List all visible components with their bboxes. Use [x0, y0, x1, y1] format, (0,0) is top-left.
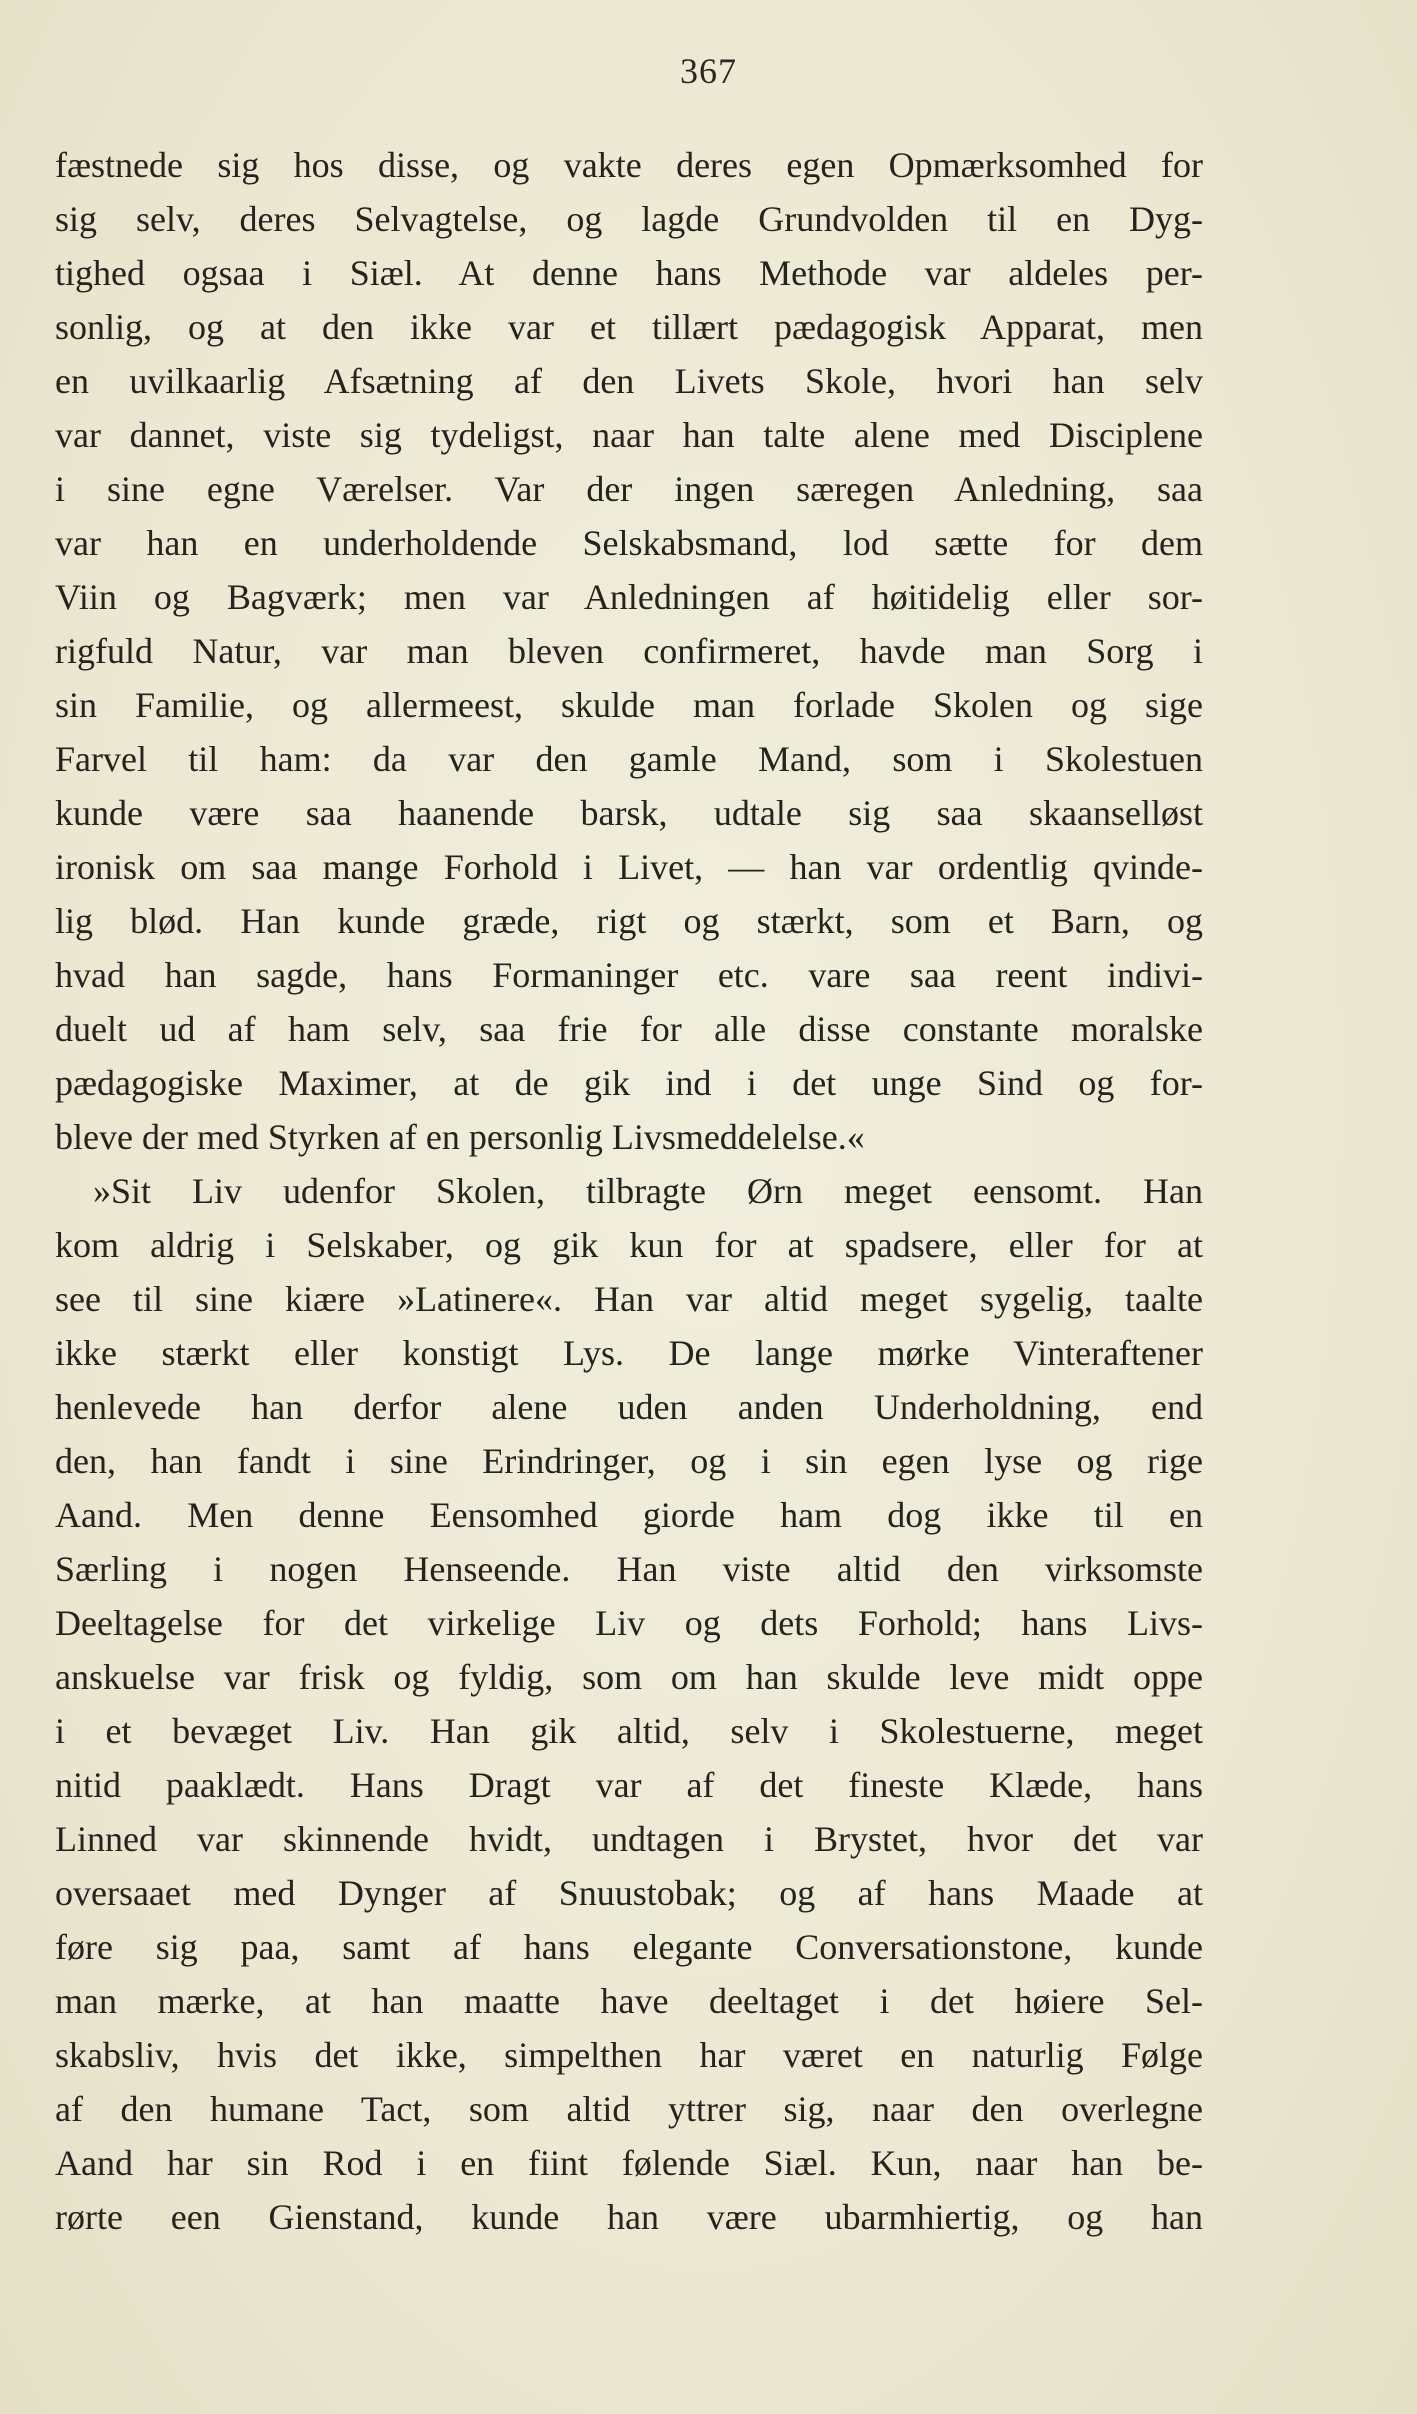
text-line: ironisk om saa mange Forhold i Livet, — han var ordentlig qvinde-: [55, 847, 1203, 887]
page-number: 367: [680, 51, 737, 91]
text-line: oversaaet med Dynger af Snuustobak; og af hans Maade at: [55, 1873, 1203, 1913]
text-line: sig selv, deres Selvagtelse, og lagde Grundvolden til en Dyg-: [55, 199, 1203, 239]
text-line: Særling i nogen Henseende. Han viste altid den virksomste: [55, 1549, 1203, 1589]
text-line: den, han fandt i sine Erindringer, og i sin egen lyse og rige: [55, 1441, 1203, 1481]
text-line: man mærke, at han maatte have deeltaget i det høiere Sel-: [55, 1981, 1203, 2021]
text-line: af den humane Tact, som altid yttrer sig, naar den overlegne: [55, 2089, 1203, 2129]
text-line: pædagogiske Maximer, at de gik ind i det unge Sind og for-: [55, 1063, 1203, 1103]
text-line: i sine egne Værelser. Var der ingen særegen Anledning, saa: [55, 469, 1203, 509]
text-line: kunde være saa haanende barsk, udtale sig saa skaanselløst: [55, 793, 1203, 833]
text-line: see til sine kiære »Latinere«. Han var altid meget sygelig, taalte: [55, 1279, 1203, 1319]
text-line: tighed ogsaa i Siæl. At denne hans Methode var aldeles per-: [55, 253, 1203, 293]
text-line: lig blød. Han kunde græde, rigt og stærkt, som et Barn, og: [55, 901, 1203, 941]
text-line: var han en underholdende Selskabsmand, lod sætte for dem: [55, 523, 1203, 563]
text-line: kom aldrig i Selskaber, og gik kun for at spadsere, eller for at: [55, 1225, 1203, 1265]
body-text: [55, 138, 1203, 2244]
text-line: sonlig, og at den ikke var et tillært pædagogisk Apparat, men: [55, 307, 1203, 347]
text-line: var dannet, viste sig tydeligst, naar han talte alene med Disciplene: [55, 415, 1203, 455]
text-line: fæstnede sig hos disse, og vakte deres egen Opmærksomhed for: [55, 145, 1203, 185]
text-line: anskuelse var frisk og fyldig, som om han skulde leve midt oppe: [55, 1657, 1203, 1697]
text-line: i et bevæget Liv. Han gik altid, selv i Skolestuerne, meget: [55, 1711, 1203, 1751]
text-line: duelt ud af ham selv, saa frie for alle disse constante moralske: [55, 1009, 1203, 1049]
text-line: bleve der med Styrken af en personlig Livsmeddelelse.«: [55, 1117, 865, 1157]
text-line: Deeltagelse for det virkelige Liv og dets Forhold; hans Livs-: [55, 1603, 1203, 1643]
text-line: føre sig paa, samt af hans elegante Conversationstone, kunde: [55, 1927, 1203, 1967]
text-line: Farvel til ham: da var den gamle Mand, som i Skolestuen: [55, 739, 1203, 779]
text-line: rigfuld Natur, var man bleven confirmeret, havde man Sorg i: [55, 631, 1203, 671]
text-line: hvad han sagde, hans Formaninger etc. vare saa reent indivi-: [55, 955, 1203, 995]
text-line: Aand. Men denne Eensomhed giorde ham dog ikke til en: [55, 1495, 1203, 1535]
text-line: henlevede han derfor alene uden anden Underholdning, end: [55, 1387, 1203, 1427]
text-line: nitid paaklædt. Hans Dragt var af det fineste Klæde, hans: [55, 1765, 1203, 1805]
text-line: rørte een Gienstand, kunde han være ubarmhiertig, og han: [55, 2197, 1203, 2237]
text-line: Viin og Bagværk; men var Anledningen af høitidelig eller sor-: [55, 577, 1203, 617]
text-line: »Sit Liv udenfor Skolen, tilbragte Ørn meget eensomt. Han: [93, 1171, 1203, 1211]
text-line: en uvilkaarlig Afsætning af den Livets Skole, hvori han selv: [55, 361, 1203, 401]
text-line: Linned var skinnende hvidt, undtagen i Brystet, hvor det var: [55, 1819, 1203, 1859]
text-line: Aand har sin Rod i en fiint følende Siæl. Kun, naar han be-: [55, 2143, 1203, 2183]
text-line: ikke stærkt eller konstigt Lys. De lange mørke Vinteraftener: [55, 1333, 1203, 1373]
text-line: sin Familie, og allermeest, skulde man forlade Skolen og sige: [55, 685, 1203, 725]
text-line: skabsliv, hvis det ikke, simpelthen har været en naturlig Følge: [55, 2035, 1203, 2075]
